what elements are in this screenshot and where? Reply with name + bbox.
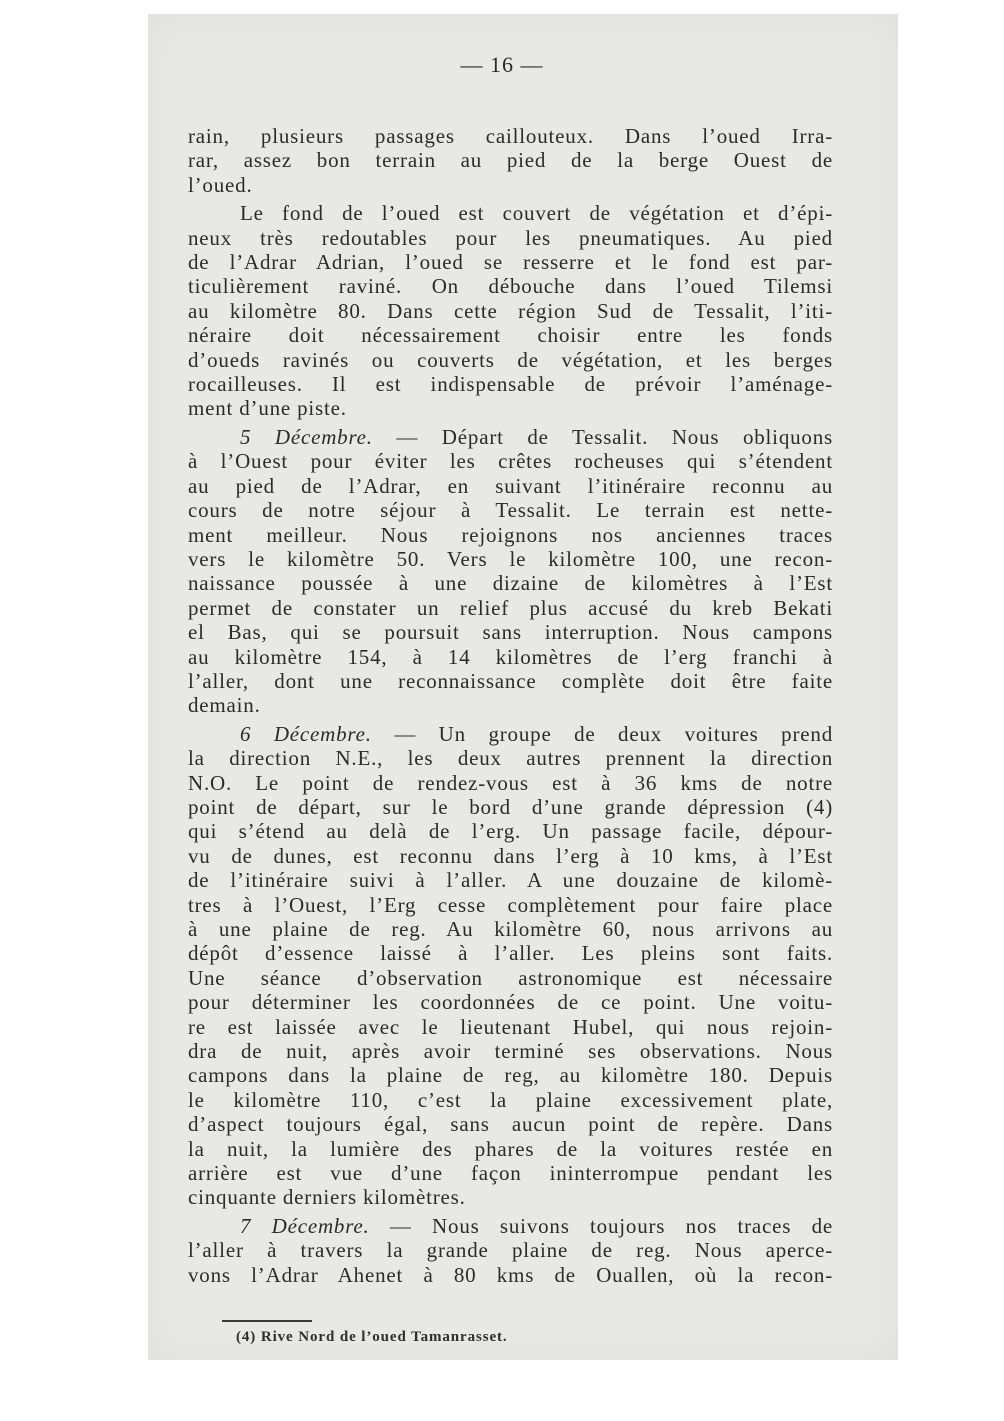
text-line: d’aspect toujours égal, sans aucun point de repère. Dans [188, 1112, 833, 1137]
text-line: demain. [188, 693, 261, 718]
text-line: neux très redoutables pour les pneumatiques. Au pied [188, 225, 833, 250]
text-line: re est laissée avec le lieutenant Hubel, qui nous rejoin- [188, 1014, 833, 1039]
paragraph-2 [188, 201, 833, 421]
paragraph-5-decembre [188, 425, 833, 718]
text-line: permet de constater un relief plus accusé du kreb Bekati [188, 595, 833, 620]
text-line: rar, assez bon terrain au pied de la berge Ouest de [188, 148, 833, 173]
text-line: la direction N.E., les deux autres prennent la direction [188, 746, 833, 771]
text-line: vons l’Adrar Ahenet à 80 kms de Ouallen, où la recon- [188, 1262, 833, 1287]
date-heading: 6 Décembre. [240, 721, 372, 746]
text-run: — Un groupe de deux voitures prend [371, 721, 834, 746]
text-line: ment d’une piste. [188, 396, 347, 421]
text-line: rain, plusieurs passages caillouteux. Dans l’oued Irra- [188, 124, 833, 148]
text-line: pour déterminer les coordonnées de ce point. Une voitu- [188, 990, 833, 1015]
text-line: l’aller, dont une reconnaissance complète doit être faite [188, 668, 833, 693]
text-line: au kilomètre 154, à 14 kilomètres de l’erg franchi à [188, 644, 833, 669]
text-run: — Nous suivons toujours nos traces de [369, 1213, 833, 1238]
text-line: au kilomètre 80. Dans cette région Sud de Tessalit, l’iti- [188, 298, 833, 323]
text-line: au pied de l’Adrar, en suivant l’itinéraire reconnu au [188, 473, 833, 498]
text-line: tres à l’Ouest, l’Erg cesse complètement pour faire place [188, 892, 833, 917]
text-line: qui s’étend au delà de l’erg. Un passage facile, dépour- [188, 819, 833, 844]
text-line: dépôt d’essence laissé à l’aller. Les pleins sont faits. [188, 941, 833, 966]
text-line: campons dans la plaine de reg, au kilomètre 180. Depuis [188, 1063, 833, 1088]
text-line: naissance poussée à une dizaine de kilomètres à l’Est [188, 571, 833, 596]
text-line: el Bas, qui se poursuit sans interruption. Nous campons [188, 620, 833, 645]
footnote-divider [222, 1320, 312, 1322]
text-line: Une séance d’observation astronomique est nécessaire [188, 965, 833, 990]
paragraph-7-decembre [188, 1214, 833, 1287]
text-line: cinquante derniers kilomètres. [188, 1185, 466, 1210]
text-line [188, 1214, 833, 1238]
text-line: d’oueds ravinés ou couverts de végétation, et les berges [188, 347, 833, 372]
text-line: Le fond de l’oued est couvert de végétation et d’épi- [240, 201, 833, 226]
text-line: de l’Adrar Adrian, l’oued se resserre et le fond est par- [188, 250, 833, 275]
date-heading: 5 Décembre. [240, 424, 373, 449]
text-line [188, 722, 833, 746]
text-line: vu de dunes, est reconnu dans l’erg à 10 kms, à l’Est [188, 843, 833, 868]
text-line [188, 425, 833, 449]
text-line: néraire doit nécessairement choisir entre les fonds [188, 323, 833, 348]
text-line: la nuit, la lumière des phares de la voitures restée en [188, 1136, 833, 1161]
text-line: ticulièrement raviné. On débouche dans l’oued Tilemsi [188, 274, 833, 299]
text-line: dra de nuit, après avoir terminé ses observations. Nous [188, 1039, 833, 1064]
text-line: N.O. Le point de rendez-vous est à 36 kms de notre [188, 770, 833, 795]
text-line: vers le kilomètre 50. Vers le kilomètre 100, une recon- [188, 546, 833, 571]
date-heading: 7 Décembre. [240, 1213, 370, 1238]
text-line: cours de notre séjour à Tessalit. Le terrain est nette- [188, 498, 833, 523]
text-line: de l’itinéraire suivi à l’aller. A une douzaine de kilomè- [188, 868, 833, 893]
text-line: à une plaine de reg. Au kilomètre 60, nous arrivons au [188, 917, 833, 941]
text-line: arrière est vue d’une façon ininterrompue pendant les [188, 1161, 833, 1186]
paragraph-1 [188, 124, 833, 197]
body-text [188, 124, 833, 1287]
text-line: point de départ, sur le bord d’une grande dépression (4) [188, 794, 833, 819]
paragraph-6-decembre [188, 722, 833, 1210]
text-line: ment meilleur. Nous rejoignons nos anciennes traces [188, 522, 833, 547]
text-run: — Départ de Tessalit. Nous obliquons [372, 424, 833, 449]
page-number: — 16 — [460, 52, 544, 77]
text-line: l’oued. [188, 172, 253, 197]
text-line: l’aller à travers la grande plaine de reg. Nous aperce- [188, 1238, 833, 1263]
text-line: rocailleuses. Il est indispensable de prévoir l’aménage- [188, 372, 833, 397]
footnote: (4) Rive Nord de l’oued Tamanrasset. [236, 1329, 508, 1345]
text-line: le kilomètre 110, c’est la plaine excessivement plate, [188, 1087, 833, 1112]
text-line: à l’Ouest pour éviter les crêtes rocheuses qui s’étendent [188, 449, 833, 474]
